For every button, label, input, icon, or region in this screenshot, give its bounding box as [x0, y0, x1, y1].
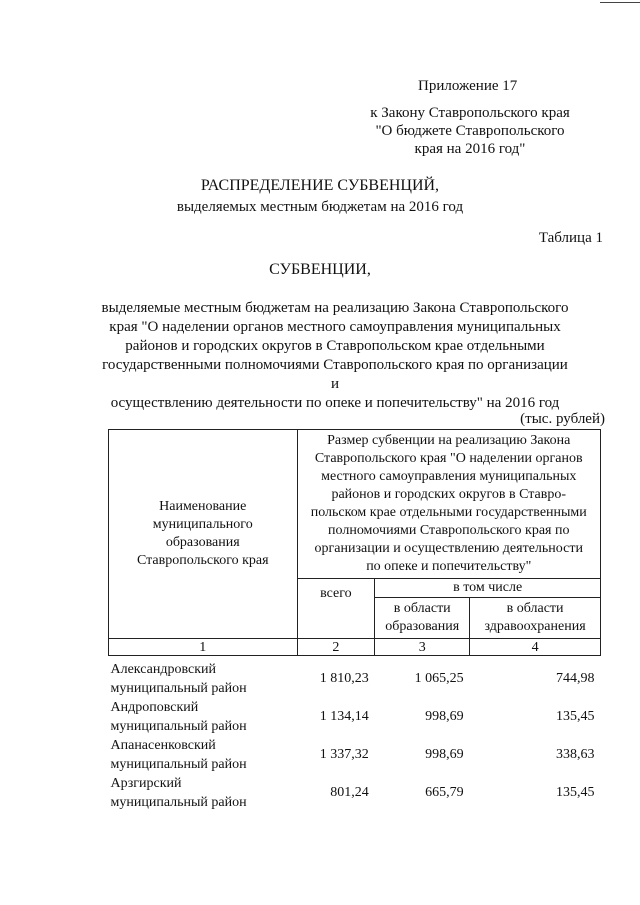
units-label: (тыс. рублей)	[520, 411, 605, 427]
column-number: 2	[297, 639, 375, 656]
education-column-header: в области образования	[375, 598, 470, 639]
corner-mark-line	[600, 2, 640, 3]
municipality-name: Арзгирский муниципальный район	[110, 776, 247, 810]
column-number: 1	[109, 639, 298, 656]
document-title: РАСПРЕДЕЛЕНИЕ СУБВЕНЦИЙ,	[200, 177, 440, 194]
column-number: 4	[470, 639, 601, 656]
description-line: края "О наделении органов местного самоуправления муниципальных	[109, 319, 561, 335]
municipality-name: Андроповский муниципальный район	[110, 700, 247, 734]
description-line: районов и городских округов в Ставропольском крае отдельными	[125, 338, 545, 354]
total-value: 1 134,14	[319, 709, 369, 724]
education-value: 1 065,25	[414, 671, 464, 686]
law-reference-line: к Закону Ставропольского края	[370, 105, 570, 121]
table-row	[109, 774, 601, 812]
law-reference	[370, 104, 570, 158]
health-value: 135,45	[556, 709, 595, 724]
subvention-size-header: Размер субвенции на реализацию Закона Ставропольского края "О наделении органов местного самоуправления муниципальных районов и городских округов в Ставро- польском крае отдельными государственными полномочиями Ставропольского края по организации и осуществлению деятельности по опеке и попечительству"	[297, 430, 601, 579]
description-line: выделяемые местным бюджетам на реализацию Закона Ставропольского	[101, 300, 569, 316]
municipality-column-header: Наименование муниципального образования Ставропольского края	[109, 430, 298, 639]
health-column-header: в области здравоохранения	[470, 598, 601, 639]
table-row	[109, 698, 601, 736]
total-value: 1 337,32	[319, 747, 369, 762]
total-value: 1 810,23	[319, 671, 369, 686]
municipality-name: Александровский муниципальный район	[110, 662, 247, 696]
table-heading: СУБВЕНЦИИ,	[269, 261, 371, 278]
including-header: в том числе	[375, 579, 601, 598]
description-line: осуществлению деятельности по опеке и попечительству" на 2016 год	[110, 395, 560, 411]
document-subtitle: выделяемых местным бюджетам на 2016 год	[176, 199, 464, 215]
total-value: 801,24	[330, 785, 369, 800]
law-reference-line: края на 2016 год"	[414, 141, 526, 157]
subventions-table	[108, 429, 601, 812]
table-row	[109, 736, 601, 774]
column-numbers-row	[109, 639, 601, 656]
municipality-name: Апанасенковский муниципальный район	[110, 738, 247, 772]
total-column-header: всего	[297, 579, 375, 639]
description-line: государственными полномочиями Ставропольского края по организации и	[102, 357, 568, 392]
law-reference-line: "О бюджете Ставропольского	[375, 123, 565, 139]
column-number: 3	[375, 639, 470, 656]
education-value: 998,69	[425, 709, 464, 724]
table-description	[100, 299, 570, 413]
appendix-label: Приложение 17	[418, 78, 518, 94]
health-value: 135,45	[556, 785, 595, 800]
health-value: 744,98	[556, 671, 595, 686]
table-row	[109, 656, 601, 699]
education-value: 665,79	[425, 785, 464, 800]
table-number: Таблица 1	[538, 230, 603, 246]
health-value: 338,63	[556, 747, 595, 762]
education-value: 998,69	[425, 747, 464, 762]
